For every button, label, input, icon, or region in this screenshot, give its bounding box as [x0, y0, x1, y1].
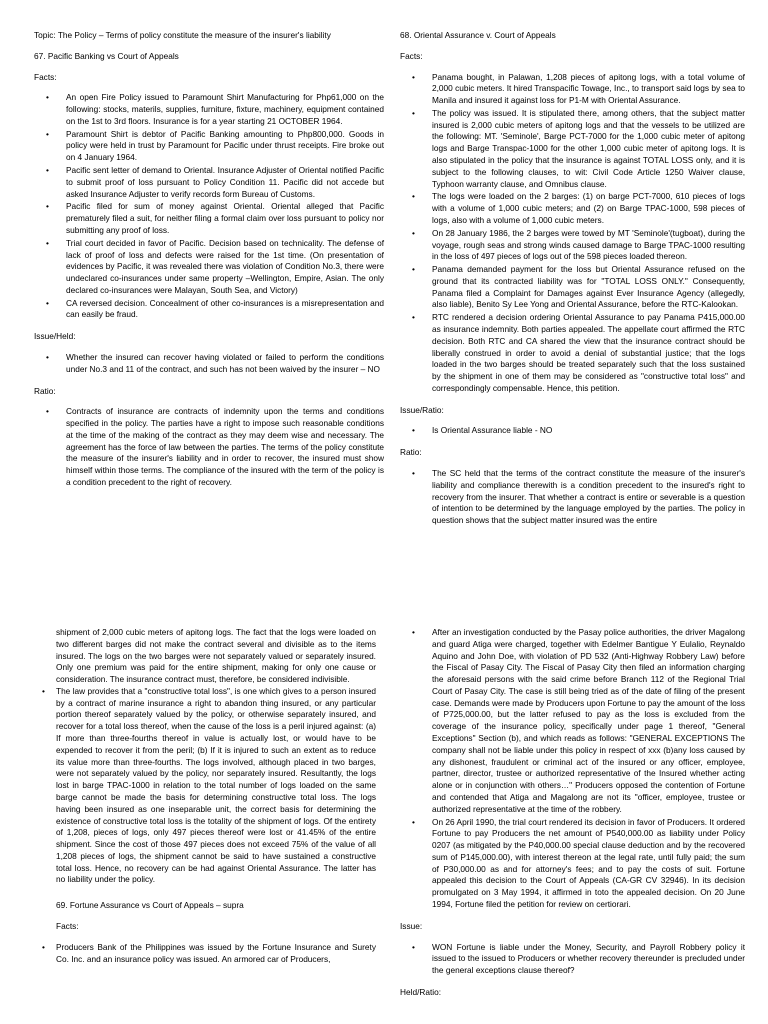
list-item: • RTC rendered a decision ordering Oriental Assurance to pay Panama P415,000.00 as insurance indemnity. Both parties appealed. The appellate court affirmed the RTC decision. Both RTC and CA shared the view that the insurance contract should be liberally construed in order to avoid a denial of substantial justice; that the logs loaded in the two barges should be treated separately such that the loss sustained by the shipment in one of them may be considered as "constructive total loss" and correspondingly compensable. Hence, this petition. [432, 312, 745, 394]
case-67-issue-list [34, 352, 384, 376]
list-item: • The policy was issued. It is stipulated there, among others, that the subject matter insured is 2,000 cubic meters of apitong logs and that the vessels to be utilized are the following: MT. 'Seminole', Barge PCT-7000 for the 1,000 cubic meter of apitong logs and Barge Transpac-1000 for the other 1,000 cubic meter of apitong logs. It is also stipulated in the policy that the insurance is against TOTAL LOSS only, and it is subject to the following clauses, to wit: Civil Code Article 1250 Waiver clause, Typhoon warranty clause, and Omnibus clause. [432, 108, 745, 190]
case-68-ratio-continuation: shipment of 2,000 cubic meters of apitong logs. The fact that the logs were loaded on two different barges did not make the contract several and divisible as to the items insured. The logs on the two barges were not separately valued or separately insured. Only one premium was paid for the entire shipment, making for only one cause or consideration. The insurance contract must, therefore, be considered indivisible. [56, 627, 376, 685]
case-67-ratio-list [34, 406, 384, 488]
case-69-facts-list [56, 942, 376, 966]
list-item: • Producers Bank of the Philippines was issued by the Fortune Insurance and Surety Co. Inc. and an insurance policy was issued. An armored car of Producers, [56, 942, 376, 966]
list-item: • After an investigation conducted by the Pasay police authorities, the driver Magalong and guard Atiga were charged, together with Edelmer Bantigue Y Eulalio, Reynaldo Aquino and John Doe, with violation of PD 532 (Anti-Highway Robbery Law) before the Fiscal of Pasay City. The Fiscal of Pasay City then filed an information charging the aforesaid persons with the said crime before Branch 112 of the Regional Trial Court of Pasay City. The case is still being tried as of the date of filing of the present case. Demands were made by Producers upon Fortune to pay the amount of the loss of P725,000.00, but the latter refused to pay as the loss is excluded from the coverage of the insurance policy, specifically under page 1 thereof, "General Exceptions" Section (b), and which reads as follows: "GENERAL EXCEPTIONS The company shall not be liable under this policy in respect of xxx (b)any loss caused by any dishonest, fraudulent or criminal act of the insured or any officer, employee, partner, director, trustee or authorized representative of the Insured whether acting alone or in conjunction with others…" Producers opposed the contention of Fortune and contended that Atiga and Magalong are not its "officer, employee, trustee or authorized representative at the time of the robbery. [432, 627, 745, 816]
list-item: • Whether the insured can recover having violated or failed to perform the conditions under No.3 and 11 of the contract, and such has not been waived by the insurer – NO [66, 352, 384, 376]
page-2-left-column [56, 627, 376, 1024]
list-item: • Panama bought, in Palawan, 1,208 pieces of apitong logs, with a total volume of 2,000 cubic meters. It hired Transpacific Towage, Inc., to transport said logs by sea to Manila and insured it against loss for P1-M with Oriental Assurance. [432, 72, 745, 107]
case-68-issue-list [400, 425, 745, 437]
case-69-title: 69. Fortune Assurance vs Court of Appeals – supra [56, 900, 244, 911]
topic-heading: Topic: The Policy – Terms of policy constitute the measure of the insurer's liability [34, 30, 331, 40]
case-69-issue-list [400, 942, 745, 977]
case-68-facts-list [400, 72, 745, 395]
page-1-right-column [400, 30, 745, 542]
case-68-ratio-points [56, 686, 376, 886]
case-67-ratio-label: Ratio: [34, 385, 56, 396]
list-item: • CA reversed decision. Concealment of other co-insurances is a misrepresentation and can easily be fraud. [66, 298, 384, 322]
list-item: • WON Fortune is liable under the Money, Security, and Payroll Robbery policy it issued to the issued to Producers or whether recovery thereunder is precluded under the general exceptions clause thereof? [432, 942, 745, 977]
case-69-issue-label: Issue: [400, 920, 423, 931]
list-item: • Panama demanded payment for the loss but Oriental Assurance refused on the ground that its contracted liability was for "TOTAL LOSS ONLY." Consequently, Panama filed a Complaint for Damages against Ever Insurance Agency (allegedly, also liable), Benito Sy Lee Yong and Oriental Assurance, before the RTC-Kalookan. [432, 264, 745, 311]
list-item: • The logs were loaded on the 2 barges: (1) on barge PCT-7000, 610 pieces of logs with a volume of 1,000 cubic meters; and (2) on Barge TPAC-1000, 598 pieces of logs, also with a volume of 1,000 cubic meters. [432, 191, 745, 226]
case-67-facts-label: Facts: [34, 71, 57, 82]
list-item: • Is Oriental Assurance liable - NO [432, 425, 745, 437]
list-item: • The SC held that the terms of the contract constitute the measure of the insurer's liability and compliance therewith is a condition precedent to the insured's right to recovery from the insurer. That whether a contract is entire or severable is a question of intention to be determined by the language employed by the parties. The policy in question shows that the subject matter insured was the entire [432, 468, 745, 527]
case-67-facts-list [34, 92, 384, 321]
list-item: • The law provides that a "constructive total loss", is one which gives to a person insured by a contract of marine insurance a right to abandon thing insured, or any particular portion thereof separately valued by the policy, or otherwise separately insured, and recover for a total loss thereof, when the cause of the loss is a peril injured against: (a) If more than three-fourths thereof in value is actually lost, or would have to be expended to recover it from the peril; (b) If it is injured to such an extent as to reduce its value more than three-fourths. The logs involved, although placed in two barges, were not separately valued by the policy, nor separately insured. Resultantly, the logs lost in barge TPAC-1000 in relation to the total number of logs loaded on the same barge cannot be made the basis for determining constructive total loss. The logs having been insured as one inseparable unit, the correct basis for determining the existence of constructive total loss is the totality of the shipment of logs. Of the entirety of 1,208, pieces of logs, only 497 pieces thereof were lost or 41.45% of the entire shipment. Since the cost of those 497 pieces does not exceed 75% of the value of all 1,208 pieces of logs, the shipment cannot be said to have sustained a constructive total loss. Hence, no recovery can be had against Oriental Assurance. The latter has no liability under the policy. [56, 686, 376, 886]
case-67-issue-label: Issue/Held: [34, 331, 76, 342]
case-69-held-label: Held/Ratio: [400, 986, 442, 997]
case-69-facts-label: Facts: [56, 920, 79, 931]
case-69-facts-continued-list [400, 627, 745, 911]
list-item: • On 28 January 1986, the 2 barges were towed by MT 'Seminole'(tugboat), during the voyage, rough seas and strong winds caused damage to Barge TPAC-1000 resulting in the loss of 497 pieces of logs out of the 598 pieces loaded thereon. [432, 228, 745, 263]
list-item: • Contracts of insurance are contracts of indemnity upon the terms and conditions specified in the policy. The parties have a right to impose such reasonable conditions at the time of the making of the contract as they may deem wise and necessary. The agreement has the force of law between the parties. The terms of the policy constitute the measure of the insurer's liability and in order to recover, the insured must show himself within those terms. The compliance of the insured with the term of the policy is a condition precedent to the right of recovery. [66, 406, 384, 488]
case-68-facts-label: Facts: [400, 50, 423, 61]
page-1-left-column [34, 30, 384, 542]
case-67-title: 67. Pacific Banking vs Court of Appeals [34, 50, 179, 61]
case-68-ratio-label: Ratio: [400, 447, 422, 458]
page-2 [0, 512, 768, 1024]
case-68-issue-label: Issue/Ratio: [400, 404, 444, 415]
list-item: • An open Fire Policy issued to Paramount Shirt Manufacturing for Php61,000 on the following: stocks, materils, supplies, furniture, fixture, machinery, equipment contained on the 1st to 3rd floors. Insurance is for a year starting 21 OCTOBER 1964. [66, 92, 384, 127]
list-item: • On 26 April 1990, the trial court rendered its decision in favor of Producers. It ordered Fortune to pay Producers the net amount of P540,000.00 as liability under Policy 0207 (as mitigated by the P40,000.00 special clause deduction and by the recovered sum of P145,000.00), with interest thereon at the legal rate, until fully paid; the sum of P30,000.00 as and for attorney's fees; and to pay the costs of suit. Fortune appealed this decision to the Court of Appeals (CA-GR CV 32946). In its decision promulgated on 3 May 1994, it affirmed in toto the appealed decision. On 20 June 1994, Fortune filed the petition for review on certiorari. [432, 817, 745, 911]
case-68-title: 68. Oriental Assurance v. Court of Appeals [400, 30, 556, 40]
list-item: • Trial court decided in favor of Pacific. Decision based on technicality. The defense of lack of proof of loss and defects were raised for the 1st time. (On presentation of evidences by Pacific, it was revealed there was violation of Condition No.3, there were undeclared co-insurances under same property –Wellington, Empire, Asian. The only declared co-insurances were Malayan, South Sea, and Victory) [66, 238, 384, 297]
page-2-right-column [400, 627, 745, 1024]
list-item: • Paramount Shirt is debtor of Pacific Banking amounting to Php800,000. Goods in policy were held in trust by Paramount for Pacific under thrust receipts. Fire broke out on 4 January 1964. [66, 129, 384, 164]
list-item: • Pacific filed for sum of money against Oriental. Oriental alleged that Pacific prematurely filed a suit, for neither filing a formal claim over loss pursuant to policy nor submitting any proof of loss. [66, 201, 384, 236]
list-item: • Pacific sent letter of demand to Oriental. Insurance Adjuster of Oriental notified Pacific to submit proof of loss pursuant to Policy Condition 11. Pacific did not accede but asked Insurance Adjuster to verify records form Bureau of Customs. [66, 165, 384, 200]
